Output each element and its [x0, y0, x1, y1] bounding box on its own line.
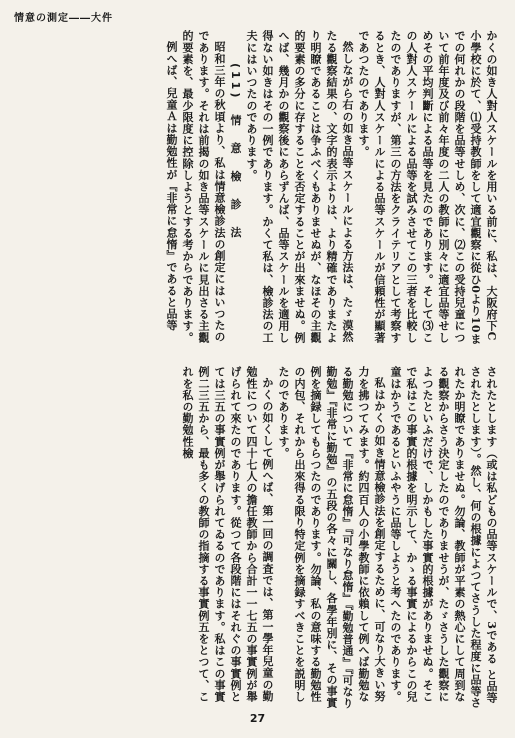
text-column-bottom: [13, 366, 499, 710]
text-column-top: [13, 30, 499, 348]
paragraph: 私はかくの如き情意檢診法を創定するために、可なり大きい努力を拂つてみます。約四百人の小學教師に依賴して例へば勤勉なる勤勉について『非常に怠惰』『可なり怠惰』『勤勉普通』『可なり勤勉』『非常に勤勉』の五段の各々に關し、各學年別に、その事實例を摘録してもらつたのであります。勿論、私の意味する勤勉性の内包、それから出來得る限り特定例を摘録すべきことを説明したのであります。: [277, 366, 386, 710]
page-number: 27: [249, 712, 266, 725]
running-head-title: 情意の測定――大件: [14, 13, 113, 24]
paragraph: 昭和三年の秋頃より、私は情意檢診法の創定にはいつたのであります。それは前揭の如き品等スケールに見出さる主觀的要素を、最少限度に控除しようとする考からであります。: [181, 30, 226, 344]
paragraph: されたとします（或は私どもの品等スケールで、3である と品等されたとします）。然し、何の根據によつてさうした程度に品等されたか明瞭でありませぬ。勿論、教師が平素の熱心にして周到なる觀察からさう決定したのでありませうが、たゞさうした觀察によつたといふだけで、しかもした事實的根據がありませぬ。そこで私はこの事實的根據を明示して、かゝる事實によるからこの兒童はかうであるといふやうに品等しようと考へたのであります。: [389, 366, 498, 709]
paragraph: かくの如くして例へば、第一回の調査では、第一學年兒童の勤勉性について四十七人の擔任教師から合計一一七五の事實例が舉げられて來たのであります。從つて各段階にはそれぐの事實例とては三五の事實例が舉げられてゐるのであります。私はこの事實例二三五から、最も多くの教師の指摘する事實例五をとつて、これを私の勤勉性檢: [181, 366, 274, 703]
section-heading: (11) 情 意 檢 診 法: [229, 63, 242, 241]
paragraph: かくの如き人對人スケールを用いる前に、私は、大阪府下C小學校に於て、⑴受持教師をして適宜觀察に從ひ0より10までの何れかの段階を品等せしめ、次に、⑵この受持兒童について前年度及び前々年度の二人の教師に別々に適宜品等せしめその平均判斷による品等を見たのであります。そして⑶この人對人スケールによる品等を試みさせてこの三者を比較したのでありますが、第三の方法をクライテリアとして考察するとき、人對人スケールによる品等スケールが信頼性が顯著であつたのであります。: [357, 30, 498, 345]
paragraph: 然しながら右の如き品等スケールによる方法は、たゞ漠然たる觀察結果の、文字的表示よりは、より精確でありまたより明瞭であることは争ふべくもありませぬが、なほその主觀的要素の多分に存することを否定することが出來ませぬ。例へば、幾月かの觀察後にあらずんば、品等スケールを適用し得ない如きはその一例であります。かくて私は、檢診法の工夫にはいつたのであります。: [245, 30, 354, 344]
paragraph: 例へば、兒童Ａは勤勉性が『非常に怠惰』であると品等: [165, 41, 178, 331]
